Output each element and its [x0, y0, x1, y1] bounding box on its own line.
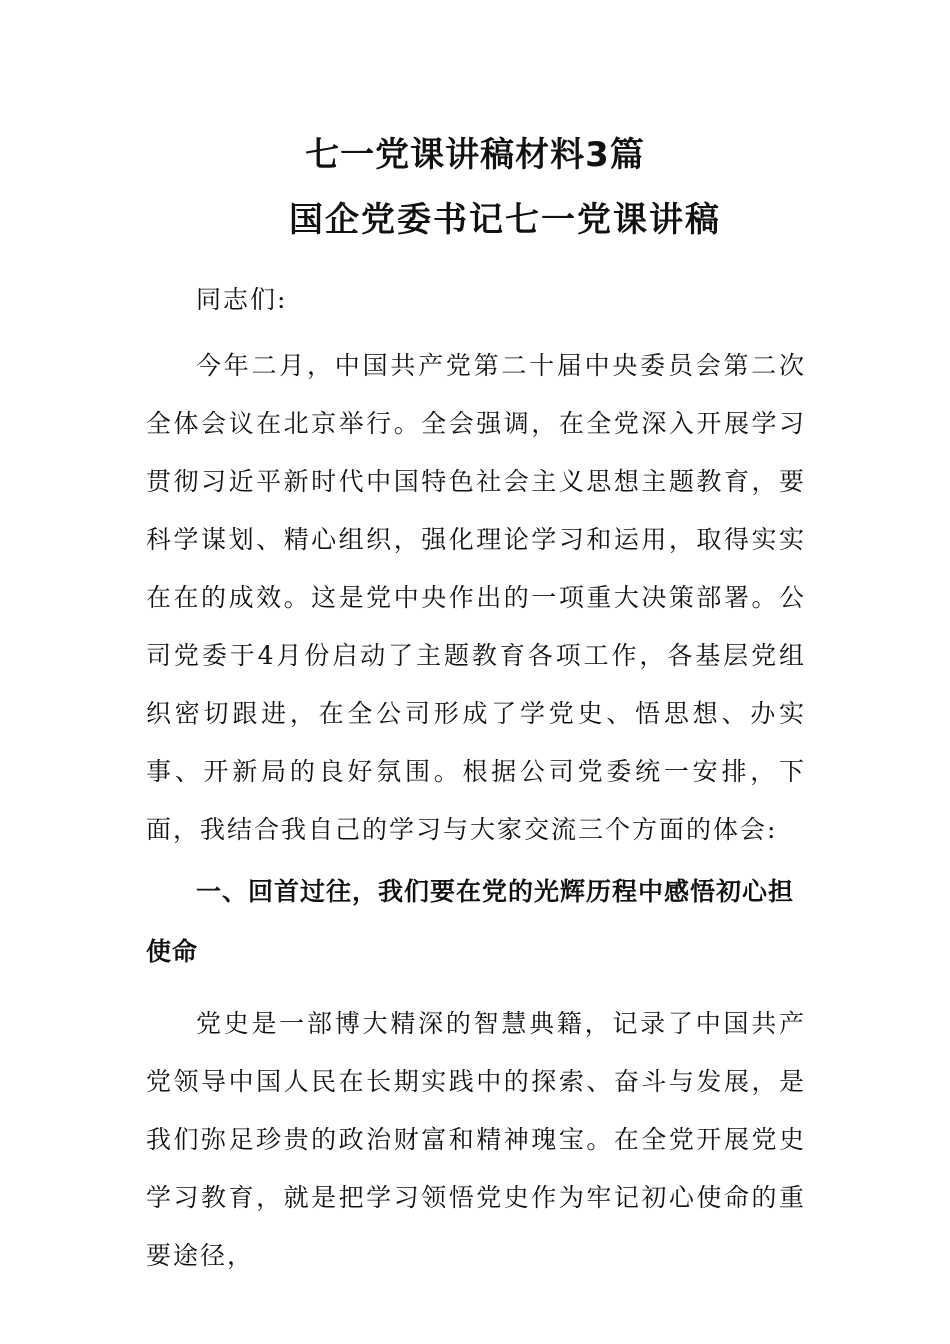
section-heading-1: 一、回首过往，我们要在党的光辉历程中感悟初心担使命 — [146, 877, 795, 966]
paragraph-intro: 今年二月，中国共产党第二十届中央委员会第二次全体会议在北京举行。全会强调，在全党深入开展学习贯彻习近平新时代中国特色社会主义思想主题教育，要科学谋划、精心组织，强化理论学习和运用，取得实实在在的成效。这是党中央作出的一项重大决策部署。公司党委于4月份启动了主题教育各项工作，各基层党组织密切跟进，在全公司形成了学党史、悟思想、办实事、开新局的良好氛围。根据公司党委统一安排，下面，我结合我自己的学习与大家交流三个方面的体会: — [146, 351, 806, 844]
document-subtitle: 国企党委书记七一党课讲稿 — [289, 200, 721, 240]
paragraph-section-1: 党史是一部博大精深的智慧典籍，记录了中国共产党领导中国人民在长期实践中的探索、奋斗与发展，是我们弥足珍贵的政治财富和精神瑰宝。在全党开展党史学习教育，就是把学习领悟党史作为牢记初心使命的重要途径， — [146, 1009, 806, 1270]
salutation: 同志们: — [196, 285, 288, 314]
document-title: 七一党课讲稿材料3篇 — [305, 135, 645, 175]
